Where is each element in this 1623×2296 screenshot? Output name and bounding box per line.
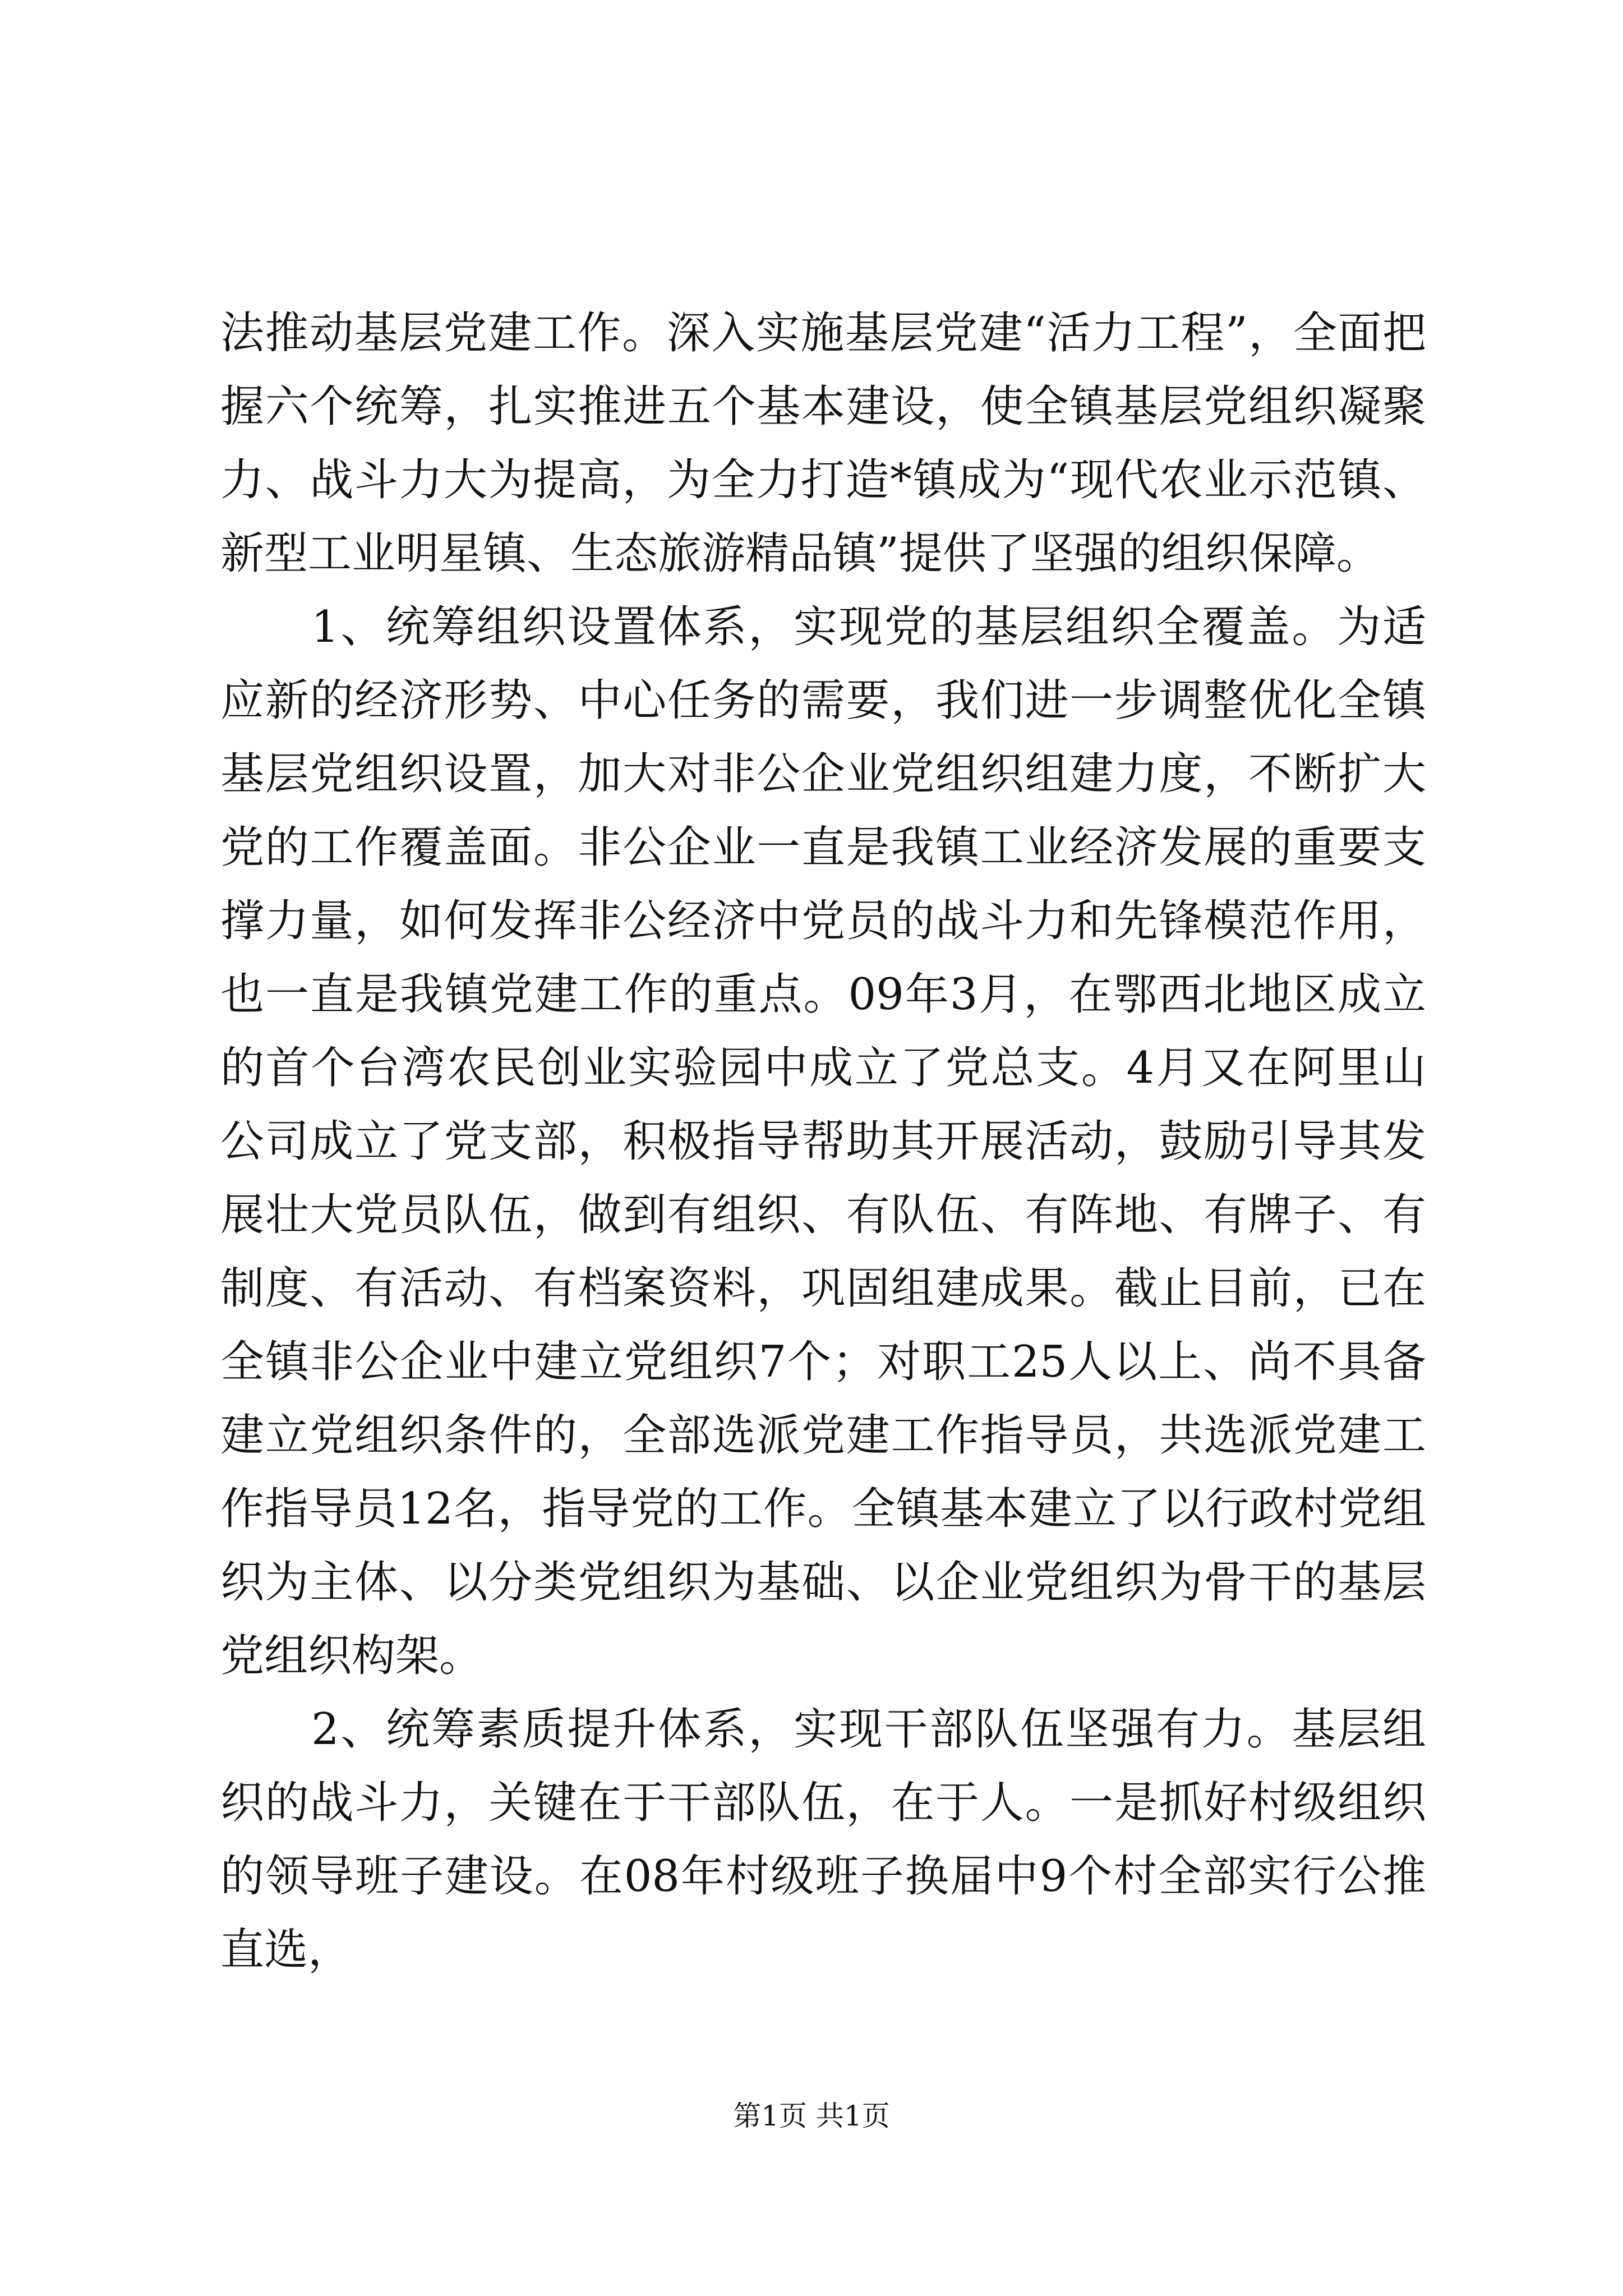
page-number-label: 第1页 共1页: [733, 2100, 890, 2132]
document-body: [220, 297, 1426, 1987]
page-footer: [0, 2099, 1623, 2133]
paragraph-section-1: 1、统筹组织设置体系，实现党的基层组织全覆盖。为适应新的经济形势、中心任务的需要，我们进一步调整优化全镇基层党组织设置，加大对非公企业党组织组建力度，不断扩大党的工作覆盖面。非公企业一直是我镇工业经济发展的重要支撑力量，如何发挥非公经济中党员的战斗力和先锋模范作用，也一直是我镇党建工作的重点。09年3月，在鄂西北地区成立的首个台湾农民创业实验园中成立了党总支。4月又在阿里山公司成立了党支部，积极指导帮助其开展活动，鼓励引导其发展壮大党员队伍，做到有组织、有队伍、有阵地、有牌子、有制度、有活动、有档案资料，巩固组建成果。截止目前，已在全镇非公企业中建立党组织7个；对职工25人以上、尚不具备建立党组织条件的，全部选派党建工作指导员，共选派党建工作指导员12名，指导党的工作。全镇基本建立了以行政村党组织为主体、以分类党组织为基础、以企业党组织为骨干的基层党组织构架。: [220, 602, 1426, 1681]
paragraph-section-2: 2、统筹素质提升体系，实现干部队伍坚强有力。基层组织的战斗力，关键在于干部队伍，在于人。一是抓好村级组织的领导班子建设。在08年村级班子换届中9个村全部实行公推直选，: [220, 1704, 1426, 1975]
paragraph-continuation: 法推动基层党建工作。深入实施基层党建“活力工程”，全面把握六个统筹，扎实推进五个基本建设，使全镇基层党组织凝聚力、战斗力大为提高，为全力打造*镇成为“现代农业示范镇、新型工业明星镇、生态旅游精品镇”提供了坚强的组织保障。: [220, 308, 1426, 579]
